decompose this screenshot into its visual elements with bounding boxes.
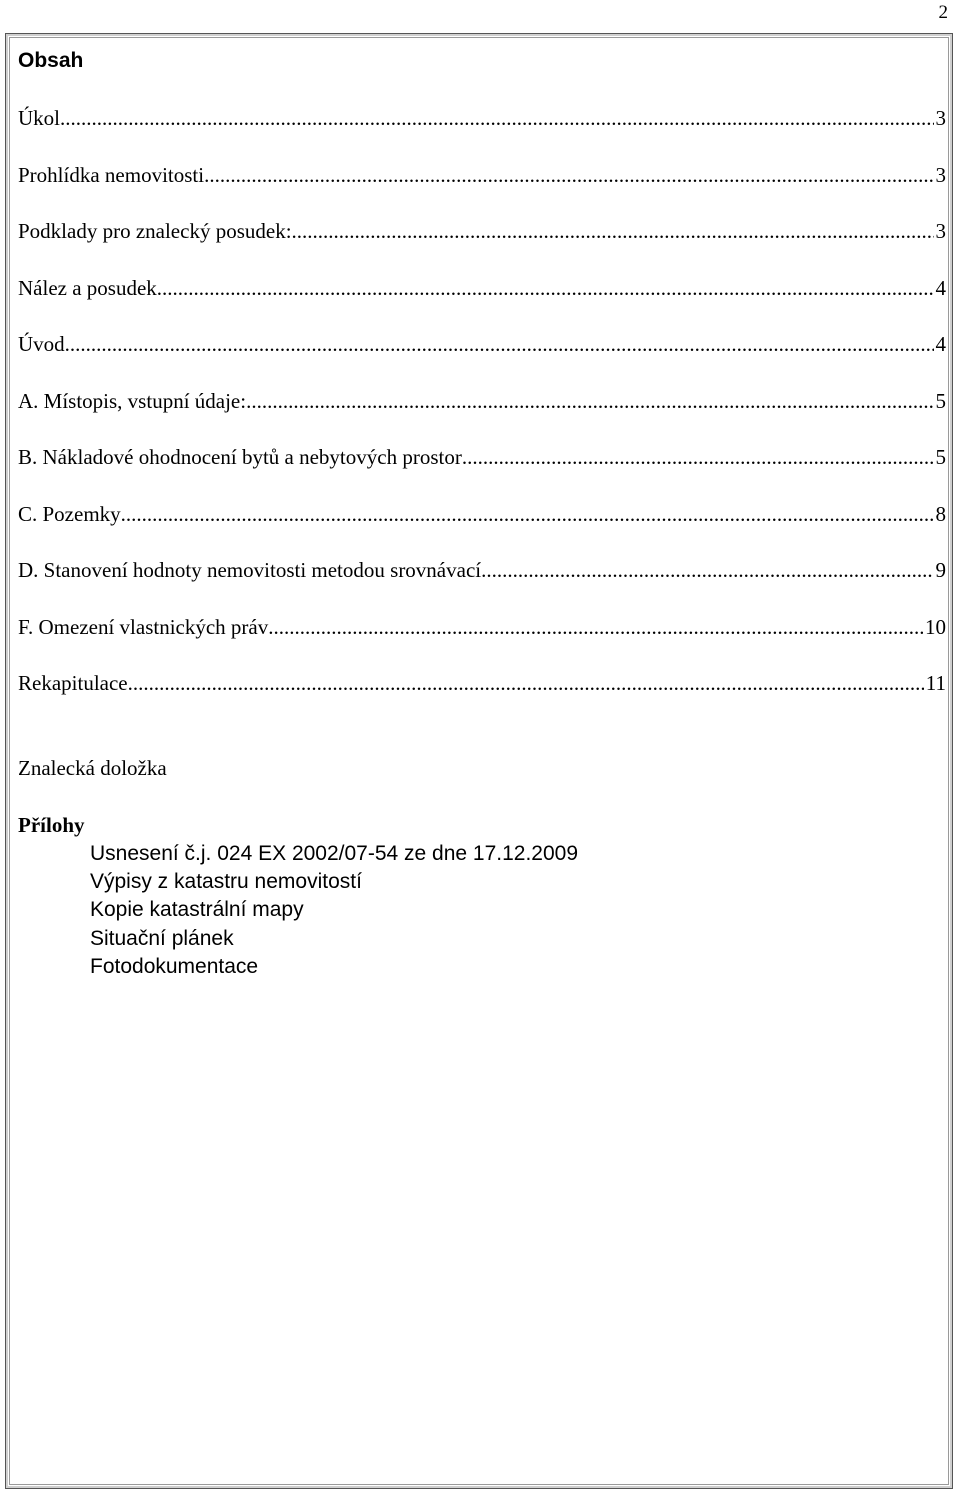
toc-entry[interactable] bbox=[18, 614, 946, 671]
toc-entry[interactable] bbox=[18, 444, 946, 501]
toc-entry-page: 3 bbox=[935, 162, 946, 187]
toc-entry-page: 5 bbox=[935, 388, 946, 413]
attachment-item: Usnesení č.j. 024 EX 2002/07-54 ze dne 17.12.2009 bbox=[90, 842, 579, 865]
toc-dot-leader bbox=[60, 105, 934, 131]
toc-entry-page: 4 bbox=[935, 275, 946, 300]
toc-entry-page: 10 bbox=[925, 614, 946, 639]
toc-dot-leader bbox=[268, 614, 923, 640]
toc-entry-page: 9 bbox=[935, 558, 946, 582]
toc-entry[interactable] bbox=[18, 670, 946, 727]
toc-dot-leader bbox=[121, 501, 934, 527]
attachments-heading: Přílohy bbox=[18, 813, 85, 837]
toc-entry-title: A. Místopis, vstupní údaje: bbox=[18, 388, 247, 413]
toc-heading: Obsah bbox=[18, 49, 84, 72]
toc-entry[interactable] bbox=[18, 501, 946, 558]
toc-entry-title: Prohlídka nemovitosti bbox=[18, 162, 205, 187]
toc-entry-page: 11 bbox=[925, 671, 946, 695]
toc-list bbox=[18, 105, 946, 727]
toc-entry[interactable] bbox=[18, 331, 946, 388]
toc-entry-page: 3 bbox=[935, 106, 946, 130]
toc-entry-title: D. Stanovení hodnoty nemovitosti metodou srovnávací bbox=[18, 558, 482, 582]
toc-dot-leader bbox=[128, 670, 924, 696]
toc-entry-title: Úkol bbox=[18, 106, 60, 130]
attachment-item: Kopie katastrální mapy bbox=[90, 898, 304, 922]
toc-dot-leader bbox=[204, 162, 933, 188]
toc-entry-page: 8 bbox=[935, 501, 946, 526]
toc-entry[interactable] bbox=[18, 162, 946, 219]
toc-entry-title: C. Pozemky bbox=[18, 501, 121, 526]
toc-entry-title: Rekapitulace bbox=[18, 671, 128, 695]
toc-entry-title: Nález a posudek bbox=[18, 275, 157, 300]
toc-entry-page: 3 bbox=[935, 219, 946, 243]
attachments-list bbox=[90, 840, 578, 981]
page-number: 2 bbox=[938, 2, 948, 23]
attachment-item: Výpisy z katastru nemovitostí bbox=[90, 870, 362, 894]
attachment-item: Fotodokumentace bbox=[90, 954, 259, 978]
toc-dot-leader bbox=[246, 388, 933, 414]
toc-entry-title: Podklady pro znalecký posudek: bbox=[18, 219, 292, 243]
toc-entry[interactable] bbox=[18, 105, 946, 162]
toc-entry-page: 4 bbox=[935, 332, 946, 356]
signature-clause-label: Znalecká doložka bbox=[18, 756, 167, 780]
toc-dot-leader bbox=[462, 444, 934, 470]
toc-entry-title: F. Omezení vlastnických práv bbox=[18, 614, 269, 639]
toc-entry[interactable] bbox=[18, 275, 946, 332]
toc-entry-title: Úvod bbox=[18, 332, 65, 356]
toc-dot-leader bbox=[65, 331, 934, 357]
toc-entry[interactable] bbox=[18, 218, 946, 275]
toc-entry[interactable] bbox=[18, 557, 946, 614]
toc-dot-leader bbox=[481, 557, 933, 583]
toc-dot-leader bbox=[292, 218, 934, 244]
toc-dot-leader bbox=[157, 275, 934, 301]
toc-entry-title: B. Nákladové ohodnocení bytů a nebytových prostor bbox=[18, 445, 462, 469]
toc-entry[interactable] bbox=[18, 388, 946, 445]
toc-entry-page: 5 bbox=[935, 445, 946, 469]
attachment-item: Situační plánek bbox=[90, 926, 234, 950]
